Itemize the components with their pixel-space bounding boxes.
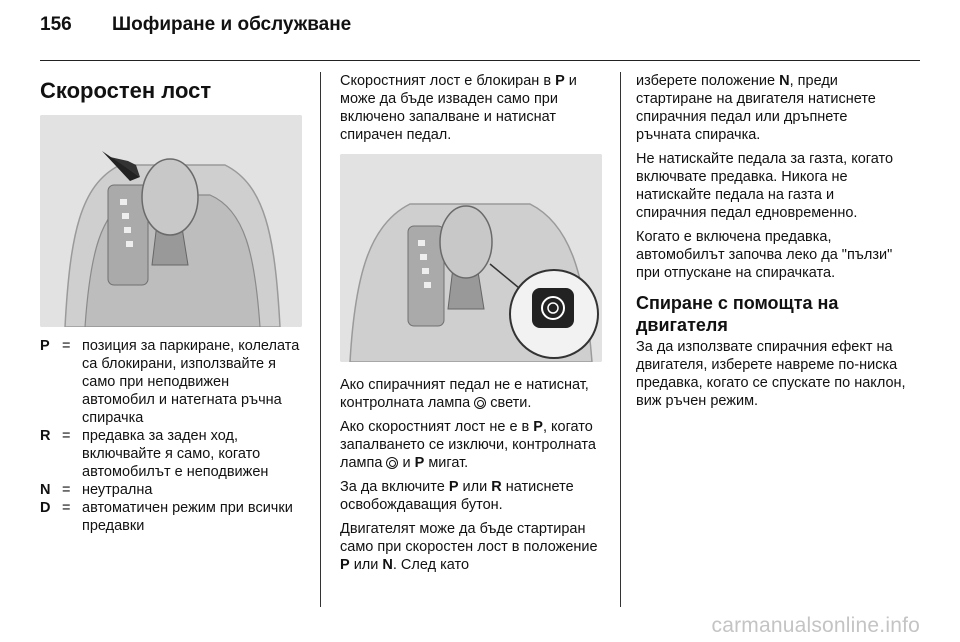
legend-text: предавка за заден ход, включвайте я само, когато автомобилът е неподвижен — [82, 428, 269, 480]
legend-eq: = — [62, 338, 71, 354]
paragraph-ignition-off: Ако скоростният лост не е в P, когато запалването се изключи, контролната лампа и P мигат. — [340, 419, 596, 471]
brake-warning-lamp-icon — [474, 397, 486, 409]
gear-lever-drawing — [40, 115, 302, 327]
legend-eq: = — [62, 500, 71, 516]
page-header — [40, 14, 351, 36]
paragraph-brake-lamp: Ако спирачният педал не е натиснат, контролната лампа свети. — [340, 377, 589, 411]
legend-key: N — [40, 482, 51, 498]
gear-lever-illustration — [40, 115, 302, 327]
page-number: 156 — [40, 14, 72, 35]
legend-key: R — [40, 428, 51, 444]
watermark-footer: carmanualsonline.info — [711, 614, 920, 637]
legend-row — [40, 427, 302, 481]
legend-text: позиция за паркиране, колелата са блокирани, използвайте я само при неподвижен автомобил и натегната ръчна спирачка — [82, 338, 300, 426]
paragraph-release-button: За да включите P или R натиснете освобождаващия бутон. — [340, 479, 574, 513]
column-divider-1 — [320, 72, 321, 607]
column-divider-2 — [620, 72, 621, 607]
brake-lamp-illustration — [340, 154, 602, 362]
legend-eq: = — [62, 428, 71, 444]
legend-row — [40, 499, 302, 535]
paragraph-select-neutral: изберете положение N, преди стартиране на двигателя натиснете спирачния педал или дръпнете ръчната спирачка. — [636, 73, 876, 143]
legend-text: автоматичен режим при всички предавки — [82, 500, 293, 534]
legend-row — [40, 337, 302, 427]
column-right — [636, 72, 906, 416]
chapter-title: Шофиране и обслужване — [112, 14, 352, 35]
column-left — [40, 72, 302, 535]
engine-braking-heading: Спиране с помощта на двигателя — [636, 293, 839, 335]
legend-row — [40, 481, 302, 499]
column-middle — [340, 72, 602, 580]
section-title: Скоростен лост — [40, 78, 212, 103]
lever-lamp-drawing — [340, 154, 602, 362]
legend-text: неутрална — [82, 482, 153, 498]
header-rule — [40, 60, 920, 61]
paragraph-accelerator: Не натискайте педала за газта, когато включвате предавка. Никога не натискайте педала на газта и спирачния педал едновременно. — [636, 151, 894, 221]
paragraph-lever-lock: Скоростният лост е блокиран в P и може да бъде изваден само при включено запалване и натиснат спирачен педал. — [340, 73, 577, 143]
paragraph-engine-braking: За да използвате спирачния ефект на двигателя, изберете навреме по-ниска предавка, когато се спускате по наклон, виж ръчен режим. — [636, 339, 906, 409]
legend-key: P — [40, 338, 50, 354]
paragraph-creep: Когато е включена предавка, автомобилът започва леко да "пълзи" при отпускане на спирачката. — [636, 229, 893, 281]
legend-key: D — [40, 500, 51, 516]
gear-position-legend — [40, 337, 302, 535]
paragraph-engine-start: Двигателят може да бъде стартиран само при скоростен лост в положение P или N. След като — [340, 521, 598, 573]
brake-warning-lamp-icon — [386, 457, 398, 469]
legend-eq: = — [62, 482, 71, 498]
